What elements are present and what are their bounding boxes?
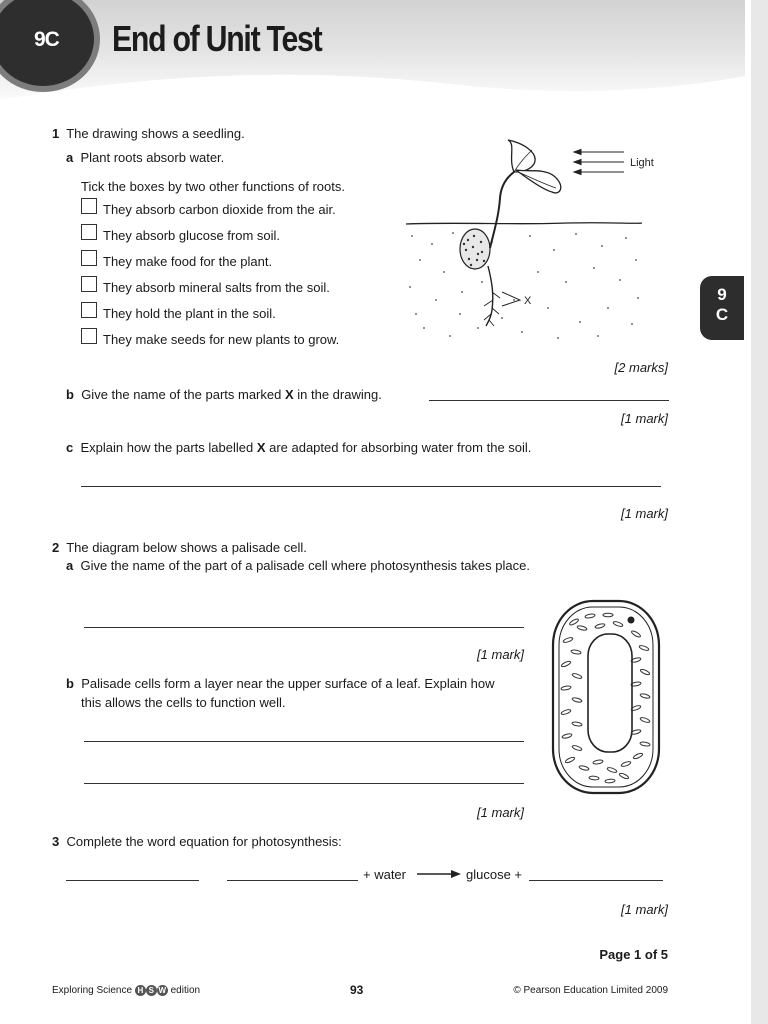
q2-stem — [52, 540, 307, 555]
q1a-checkbox-5[interactable] — [81, 302, 97, 318]
q2a-answer-line[interactable] — [84, 627, 524, 628]
q1a-checkbox-3[interactable] — [81, 250, 97, 266]
palisade-cell-diagram — [550, 598, 662, 796]
seedling-diagram — [398, 132, 670, 347]
q1a-checkbox-1[interactable] — [81, 198, 97, 214]
q2a-text: Give the name of the part of a palisade cell where photosynthesis takes place. — [80, 558, 530, 573]
q3-blank-2[interactable] — [227, 880, 358, 881]
page-title: End of Unit Test — [112, 18, 322, 59]
q1c-answer-line[interactable] — [81, 486, 661, 487]
q1a-prompt — [66, 150, 224, 165]
q1c-bold: X — [256, 440, 266, 455]
seedling-x-label: X — [524, 295, 532, 307]
q2b-answer-line-2[interactable] — [84, 783, 524, 784]
q1c-letter: c — [66, 440, 74, 455]
q3-plus-water: + water — [363, 867, 406, 882]
q1a-instruction: Tick the boxes by two other functions of roots. — [81, 179, 345, 194]
q2b-text-line1: Palisade cells form a layer near the upper surface of a leaf. Explain how — [81, 676, 495, 691]
q1b-answer-line[interactable] — [429, 400, 669, 401]
q2b-prompt — [66, 676, 495, 691]
footer-copyright: © Pearson Education Limited 2009 — [513, 985, 668, 996]
q3-number: 3 — [52, 834, 60, 849]
q1-stem — [52, 126, 245, 141]
q1b-bold: X — [284, 387, 294, 402]
q1c-text-before: Explain how the parts labelled — [80, 440, 257, 455]
q2b-letter: b — [66, 676, 74, 691]
q2-stem-text: The diagram below shows a palisade cell. — [66, 540, 307, 555]
header-wave — [0, 62, 745, 112]
q2a-marks: [1 mark] — [477, 647, 524, 662]
q1b-prompt — [66, 387, 382, 402]
q1b-text-before: Give the name of the parts marked — [81, 387, 285, 402]
q1a-checkbox-2[interactable] — [81, 224, 97, 240]
q1-stem-text: The drawing shows a seedling. — [66, 126, 245, 141]
unit-side-tab — [700, 276, 744, 340]
footer-series — [52, 985, 200, 996]
q2b-marks: [1 mark] — [477, 805, 524, 820]
q1b-letter: b — [66, 387, 74, 402]
seedling-light-label: Light — [630, 157, 654, 169]
unit-code: 9C — [34, 28, 59, 51]
q1a-checkbox-6[interactable] — [81, 328, 97, 344]
side-tab-line2: C — [715, 305, 729, 324]
hsw-s-icon: S — [146, 985, 157, 996]
q3-stem — [52, 834, 342, 849]
q1a-option-6: They make seeds for new plants to grow. — [103, 332, 340, 347]
q1a-marks: [2 marks] — [614, 360, 668, 375]
q2a-prompt — [66, 558, 530, 573]
footer-series-text: Exploring Science — [52, 985, 133, 997]
q1a-option-3: They make food for the plant. — [103, 254, 273, 269]
q1c-marks: [1 mark] — [621, 506, 668, 521]
q1a-option-2: They absorb glucose from soil. — [103, 228, 281, 243]
footer-edition-text: edition — [170, 985, 201, 997]
q1c-prompt — [66, 440, 531, 455]
q1a-checkbox-4[interactable] — [81, 276, 97, 292]
q3-glucose-plus: glucose + — [466, 867, 523, 882]
q1a-letter: a — [66, 150, 74, 165]
q1a-option-1: They absorb carbon dioxide from the air. — [103, 202, 336, 217]
q3-marks: [1 mark] — [621, 902, 668, 917]
q1b-marks: [1 mark] — [621, 411, 668, 426]
q2b-text-line2: this allows the cells to function well. — [81, 695, 286, 710]
q1b-text-after: in the drawing. — [293, 387, 382, 402]
hsw-h-icon: H — [135, 985, 146, 996]
q3-blank-3[interactable] — [529, 880, 663, 881]
side-tab-line1: 9 — [717, 285, 727, 304]
q1a-option-4: They absorb mineral salts from the soil. — [103, 280, 330, 295]
q1a-option-5: They hold the plant in the soil. — [103, 306, 276, 321]
q3-stem-text: Complete the word equation for photosynthesis: — [66, 834, 342, 849]
q2a-letter: a — [66, 558, 74, 573]
q1c-text-after: are adapted for absorbing water from the soil. — [265, 440, 532, 455]
footer-page-number: 93 — [350, 983, 364, 997]
q2-number: 2 — [52, 540, 60, 555]
q2b-answer-line-1[interactable] — [84, 741, 524, 742]
hsw-w-icon: W — [158, 986, 167, 995]
q1-number: 1 — [52, 126, 60, 141]
right-margin-bar — [751, 0, 768, 1024]
q3-arrow-icon — [417, 869, 461, 879]
page-indicator: Page 1 of 5 — [599, 947, 668, 962]
q3-blank-1[interactable] — [66, 880, 199, 881]
q1a-text: Plant roots absorb water. — [80, 150, 225, 165]
